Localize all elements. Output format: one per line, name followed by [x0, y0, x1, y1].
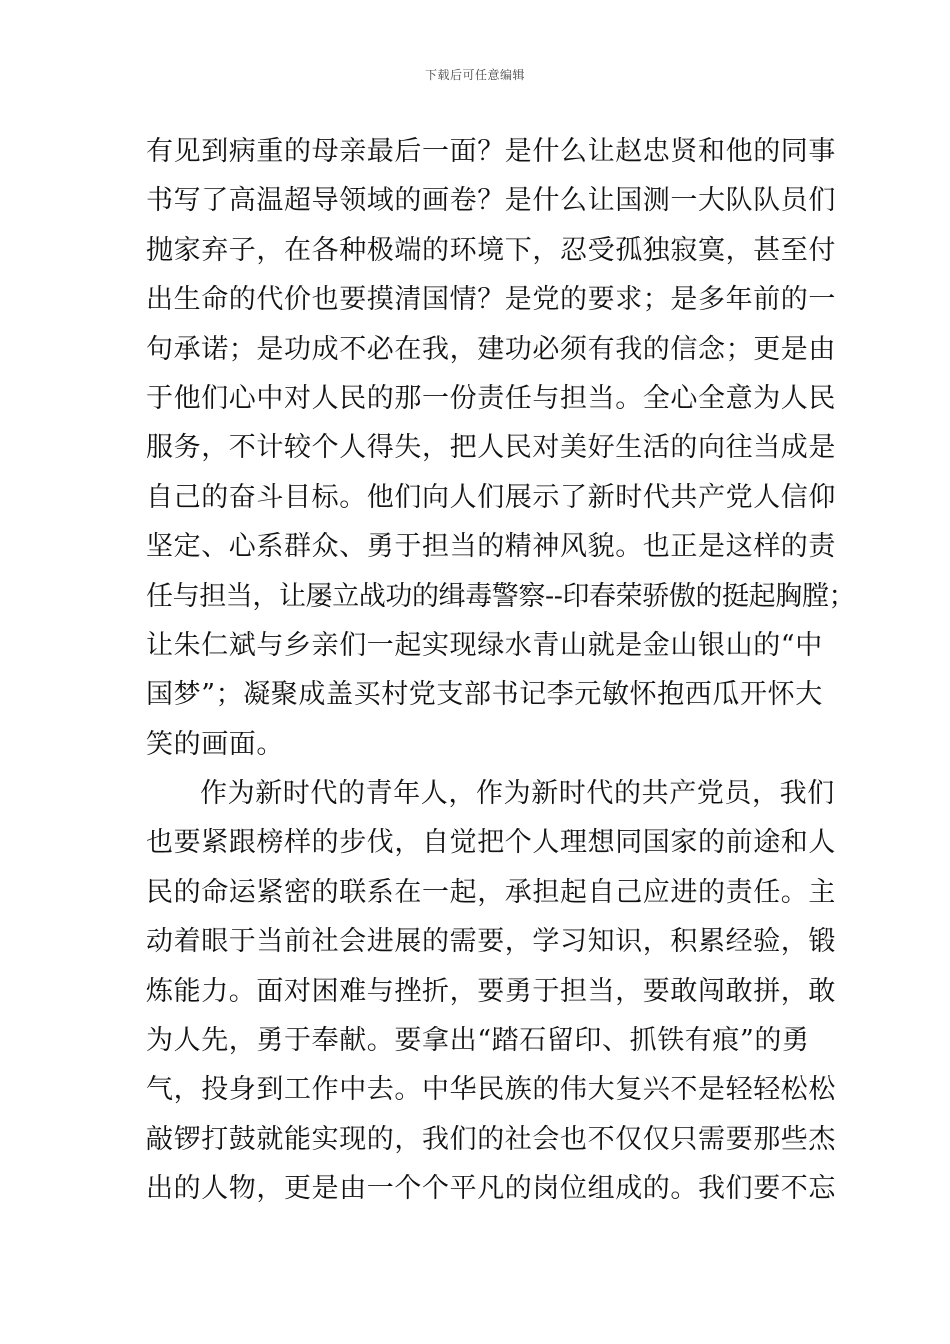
text-line: 民的命运紧密的联系在一起，承担起自己应进的责任。主 [146, 876, 836, 908]
text-line: 于他们心中对人民的那一份责任与担当。全心全意为人民 [146, 382, 836, 414]
text-line: 气，投身到工作中去。中华民族的伟大复兴不是轻轻松松 [146, 1074, 836, 1106]
text-line: 炼能力。面对困难与挫折，要勇于担当，要敢闯敢拼，敢 [146, 975, 836, 1007]
text-line: 出的人物，更是由一个个平凡的岗位组成的。我们要不忘 [146, 1173, 836, 1205]
header-note: 下载后可任意编辑 [424, 68, 525, 82]
text-line: 动着眼于当前社会进展的需要，学习知识，积累经验，锻 [146, 926, 836, 958]
text-line: 书写了高温超导领域的画卷？是什么让国测一大队队员们 [146, 185, 836, 217]
text-line: 坚定、心系群众、勇于担当的精神风貌。也正是这样的责 [146, 531, 836, 563]
text-line: 国梦”；凝聚成盖买村党支部书记李元敏怀抱西瓜开怀大 [146, 679, 823, 711]
text-line: 笑的画面。 [146, 728, 284, 760]
text-line: 也要紧跟榜样的步伐，自觉把个人理想同国家的前途和人 [146, 827, 836, 859]
text-line: 有见到病重的母亲最后一面？是什么让赵忠贤和他的同事 [146, 136, 836, 167]
text-line: 任与担当，让屡立战功的缉毒警察--印春荣骄傲的挺起胸膛； [146, 580, 856, 612]
text-line: 为人先，勇于奉献。要拿出“踏石留印、抓铁有痕”的勇 [146, 1025, 810, 1057]
text-line: 服务，不计较个人得失，把人民对美好生活的向往当成是 [146, 432, 836, 464]
text-line: 抛家弃子，在各种极端的环境下，忍受孤独寂寞，甚至付 [146, 234, 836, 266]
paragraph-first-line: 作为新时代的青年人，作为新时代的共产党员，我们 [200, 778, 835, 810]
text-line: 句承诺；是功成不必在我，建功必须有我的信念；更是由 [146, 333, 836, 365]
text-line: 自己的奋斗目标。他们向人们展示了新时代共产党人信仰 [146, 481, 836, 513]
text-line: 出生命的代价也要摸清国情？是党的要求；是多年前的一 [146, 284, 836, 316]
body-text [146, 127, 856, 1214]
text-line: 敲锣打鼓就能实现的，我们的社会也不仅仅只需要那些杰 [146, 1123, 836, 1155]
text-line: 让朱仁斌与乡亲们一起实现绿水青山就是金山银山的“中 [146, 629, 823, 661]
